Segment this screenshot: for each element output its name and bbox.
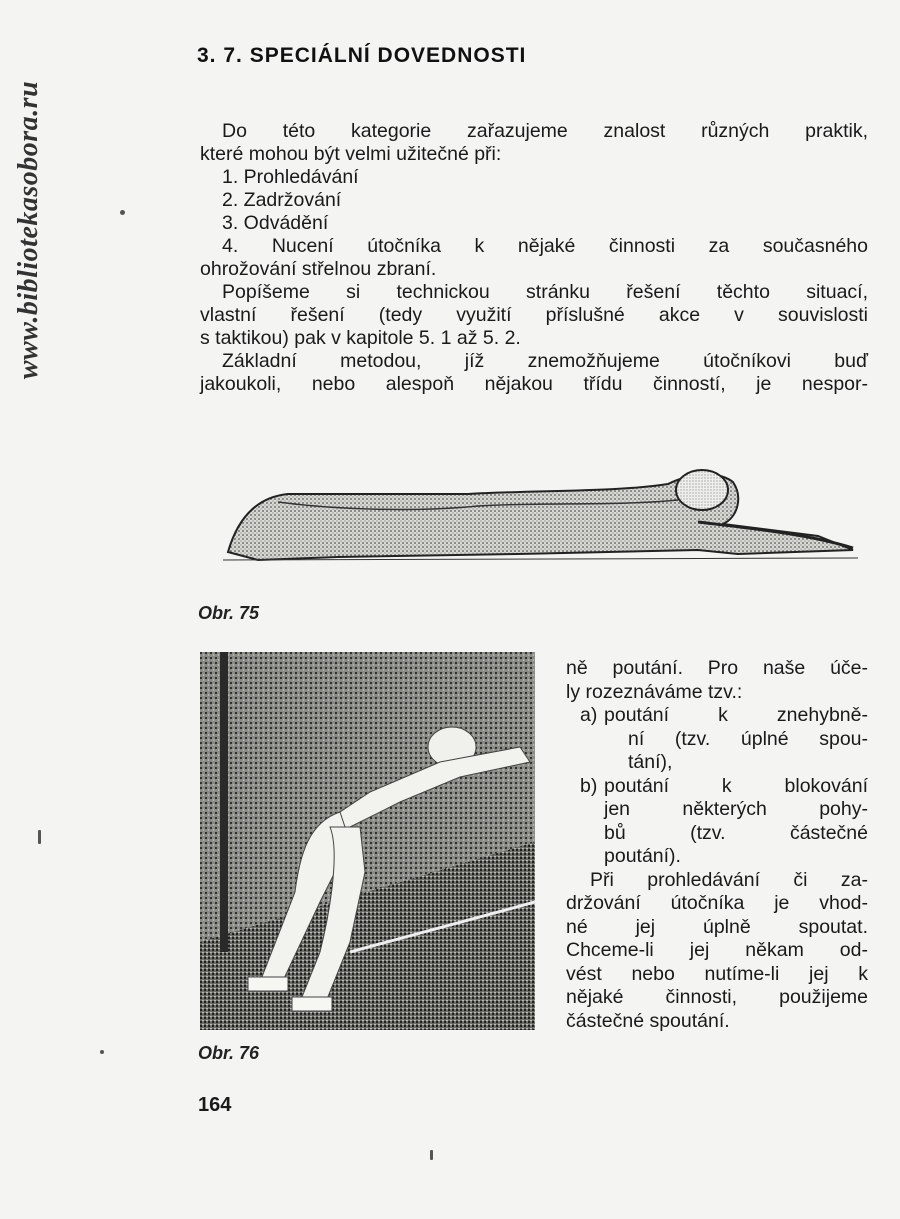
section-heading: 3. 7. SPECIÁLNÍ DOVEDNOSTI [197,44,527,67]
figure-76-image [200,652,535,1030]
text-line: Chceme-li jej někam od- [566,939,868,961]
text-line: Základní metodou, jíž znemožňujeme útočníkovi buď [222,350,868,372]
text-line: tání), [628,751,673,773]
scan-speck [120,210,125,215]
text-line: vlastní řešení (tedy využití příslušné akce v souvislosti [200,304,868,326]
list-marker: a) [580,704,598,726]
figure-75-image [218,462,858,572]
list-item-a [566,704,868,775]
text-line: vést nebo nutíme-li jej k [566,962,868,985]
text-line: bů (tzv. částečné [604,821,868,844]
page-number: 164 [198,1094,232,1116]
text-line: Do této kategorie zařazujeme znalost různých praktik, [222,120,868,142]
text-line: jen některých pohy- [604,798,868,820]
text-line: poutání k blokování [604,774,868,797]
text-line: které mohou být velmi užitečné při: [200,143,502,165]
list-item: 1. Prohledávání [222,166,359,188]
list-item-b [566,775,868,869]
text-line: částečné spoutání. [566,1009,730,1032]
watermark-text: www.bibliotekasobora.ru [13,80,45,380]
watermark [4,10,54,450]
figure-76-caption: Obr. 76 [198,1043,260,1063]
text-line: poutání). [604,845,681,867]
text-line: držování útočníka je vhod- [566,892,868,914]
intro-paragraph [200,120,868,396]
text-line: ly rozeznáváme tzv.: [566,680,743,703]
list-marker: b) [580,774,598,797]
text-line: ní (tzv. úplné spou- [628,727,868,750]
scan-speck [100,1050,104,1054]
text-line: Při prohledávání či za- [590,868,868,891]
scan-speck [430,1150,433,1160]
text-line: Popíšeme si technickou stránku řešení těchto situací, [222,281,868,303]
scan-speck [38,830,41,844]
text-line: poutání k znehybně- [604,704,868,726]
list-item: 4. Nucení útočníka k nějaké činnosti za současného [222,235,868,257]
text-line: s taktikou) pak v kapitole 5. 1 až 5. 2. [200,327,521,349]
text-line: nějaké činnosti, použijeme [566,986,868,1008]
list-item: 3. Odvádění [222,212,329,234]
side-column-text [566,657,868,1033]
text-line: né jej úplně spoutat. [566,915,868,938]
list-item: 2. Zadržování [222,189,342,211]
list-item-continuation: ohrožování střelnou zbraní. [200,258,437,280]
text-line: jakoukoli, nebo alespoň nějakou třídu činností, je nespor- [200,373,868,395]
figure-75-caption: Obr. 75 [198,603,260,623]
text-line: ně poutání. Pro naše úče- [566,657,868,679]
